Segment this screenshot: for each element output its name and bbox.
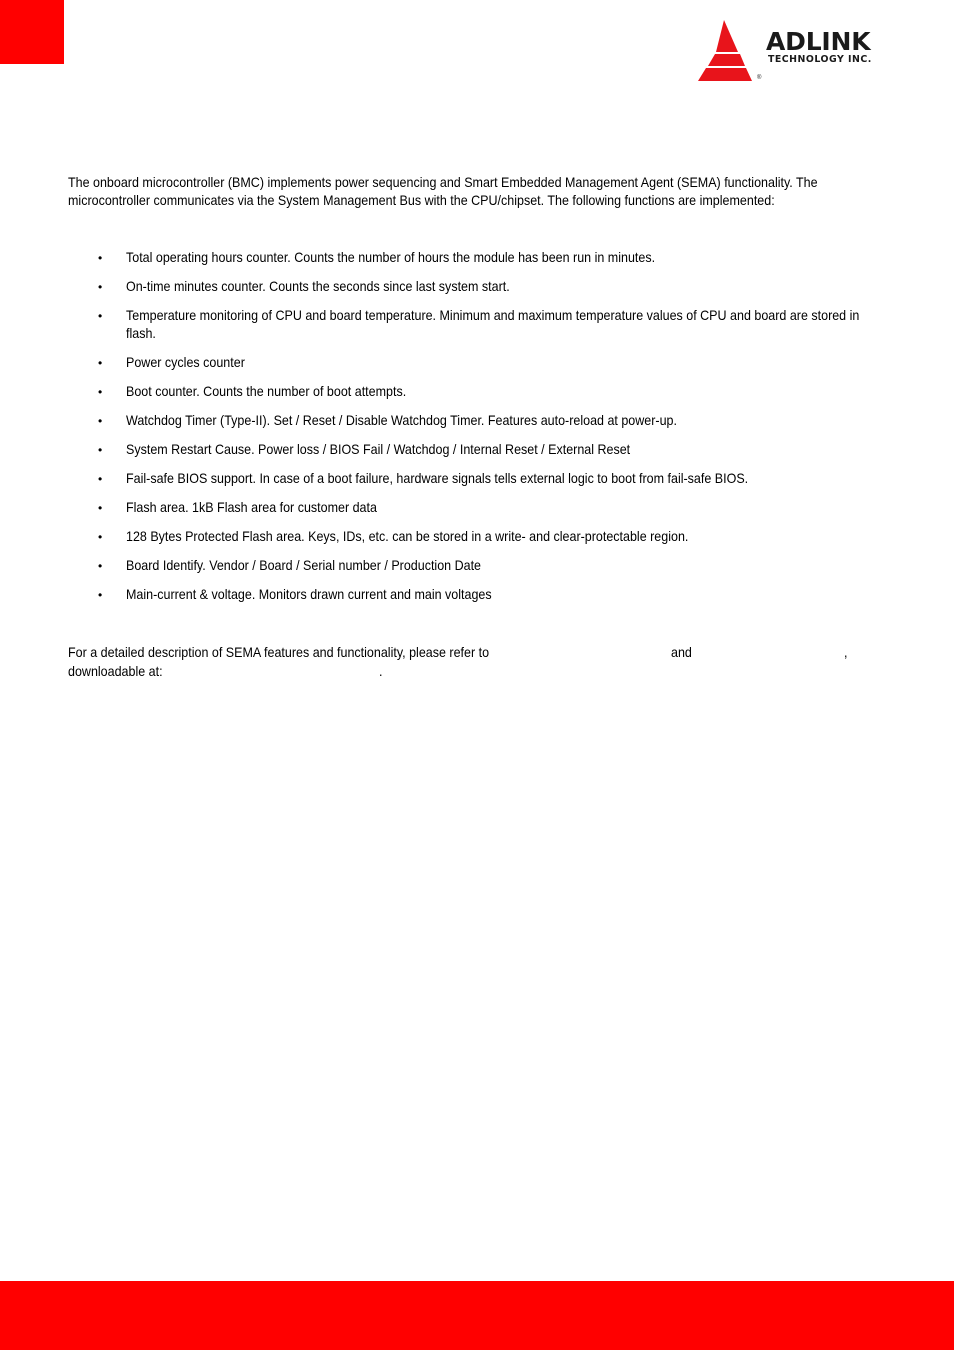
footer-band — [0, 1281, 954, 1350]
bullet-icon: • — [98, 251, 103, 265]
list-item — [68, 557, 888, 575]
list-item — [68, 412, 888, 430]
bullet-icon: • — [98, 443, 103, 457]
feature-text: 128 Bytes Protected Flash area. Keys, IDs, etc. can be stored in a write- and clear-protectable region. — [126, 529, 689, 544]
reference-paragraph — [68, 644, 888, 682]
reference-and: and — [671, 645, 692, 660]
reference-download-text: downloadable at: — [68, 664, 163, 679]
bullet-icon: • — [98, 588, 103, 602]
bullet-icon: • — [98, 385, 103, 399]
brand-tagline: TECHNOLOGY INC. — [768, 54, 872, 65]
reference-period: . — [379, 664, 383, 679]
bullet-icon: • — [98, 309, 103, 323]
reference-comma: , — [844, 645, 848, 660]
list-item — [68, 499, 888, 517]
reference-line-2 — [68, 663, 888, 682]
list-item — [68, 383, 888, 401]
bullet-icon: • — [98, 559, 103, 573]
list-item — [68, 249, 888, 267]
feature-text: Board Identify. Vendor / Board / Serial number / Production Date — [126, 558, 482, 573]
feature-text: Watchdog Timer (Type-II). Set / Reset / Disable Watchdog Timer. Features auto-reload at power-up. — [126, 413, 677, 428]
list-item — [68, 354, 888, 372]
list-item — [68, 470, 888, 488]
list-item — [68, 586, 888, 604]
list-item — [68, 278, 888, 296]
feature-text: On-time minutes counter. Counts the seconds since last system start. — [126, 279, 510, 294]
header-corner-block — [0, 0, 64, 64]
registered-mark: ® — [757, 75, 762, 81]
feature-text: Boot counter. Counts the number of boot attempts. — [126, 384, 407, 399]
list-item — [68, 441, 888, 459]
feature-text: Power cycles counter — [126, 355, 245, 370]
bullet-icon: • — [98, 414, 103, 428]
brand-name: ADLINK — [766, 27, 871, 56]
feature-text: Total operating hours counter. Counts the number of hours the module has been run in minutes. — [126, 250, 656, 265]
bullet-icon: • — [98, 356, 103, 370]
list-item — [68, 307, 888, 343]
feature-text: Temperature monitoring of CPU and board temperature. Minimum and maximum temperature values of CPU and board are stored in flash. — [126, 308, 860, 341]
feature-text: Fail-safe BIOS support. In case of a boot failure, hardware signals tells external logic to boot from fail-safe BIOS. — [126, 471, 749, 486]
feature-text: Flash area. 1kB Flash area for customer data — [126, 500, 377, 515]
intro-paragraph: The onboard microcontroller (BMC) implements power sequencing and Smart Embedded Management Agent (SEMA) functionality. The microcontroller communicates via the System Management Bus with the CPU/chipset. The following functions are implemented: — [68, 175, 818, 208]
bullet-icon: • — [98, 472, 103, 486]
feature-text: System Restart Cause. Power loss / BIOS Fail / Watchdog / Internal Reset / External Reset — [126, 442, 631, 457]
feature-list — [68, 249, 888, 615]
bullet-icon: • — [98, 501, 103, 515]
feature-text: Main-current & voltage. Monitors drawn current and main voltages — [126, 587, 492, 602]
list-item — [68, 528, 888, 546]
bullet-icon: • — [98, 530, 103, 544]
reference-line-1 — [68, 644, 888, 663]
reference-text: For a detailed description of SEMA features and functionality, please refer to — [68, 645, 490, 660]
bullet-icon: • — [98, 280, 103, 294]
